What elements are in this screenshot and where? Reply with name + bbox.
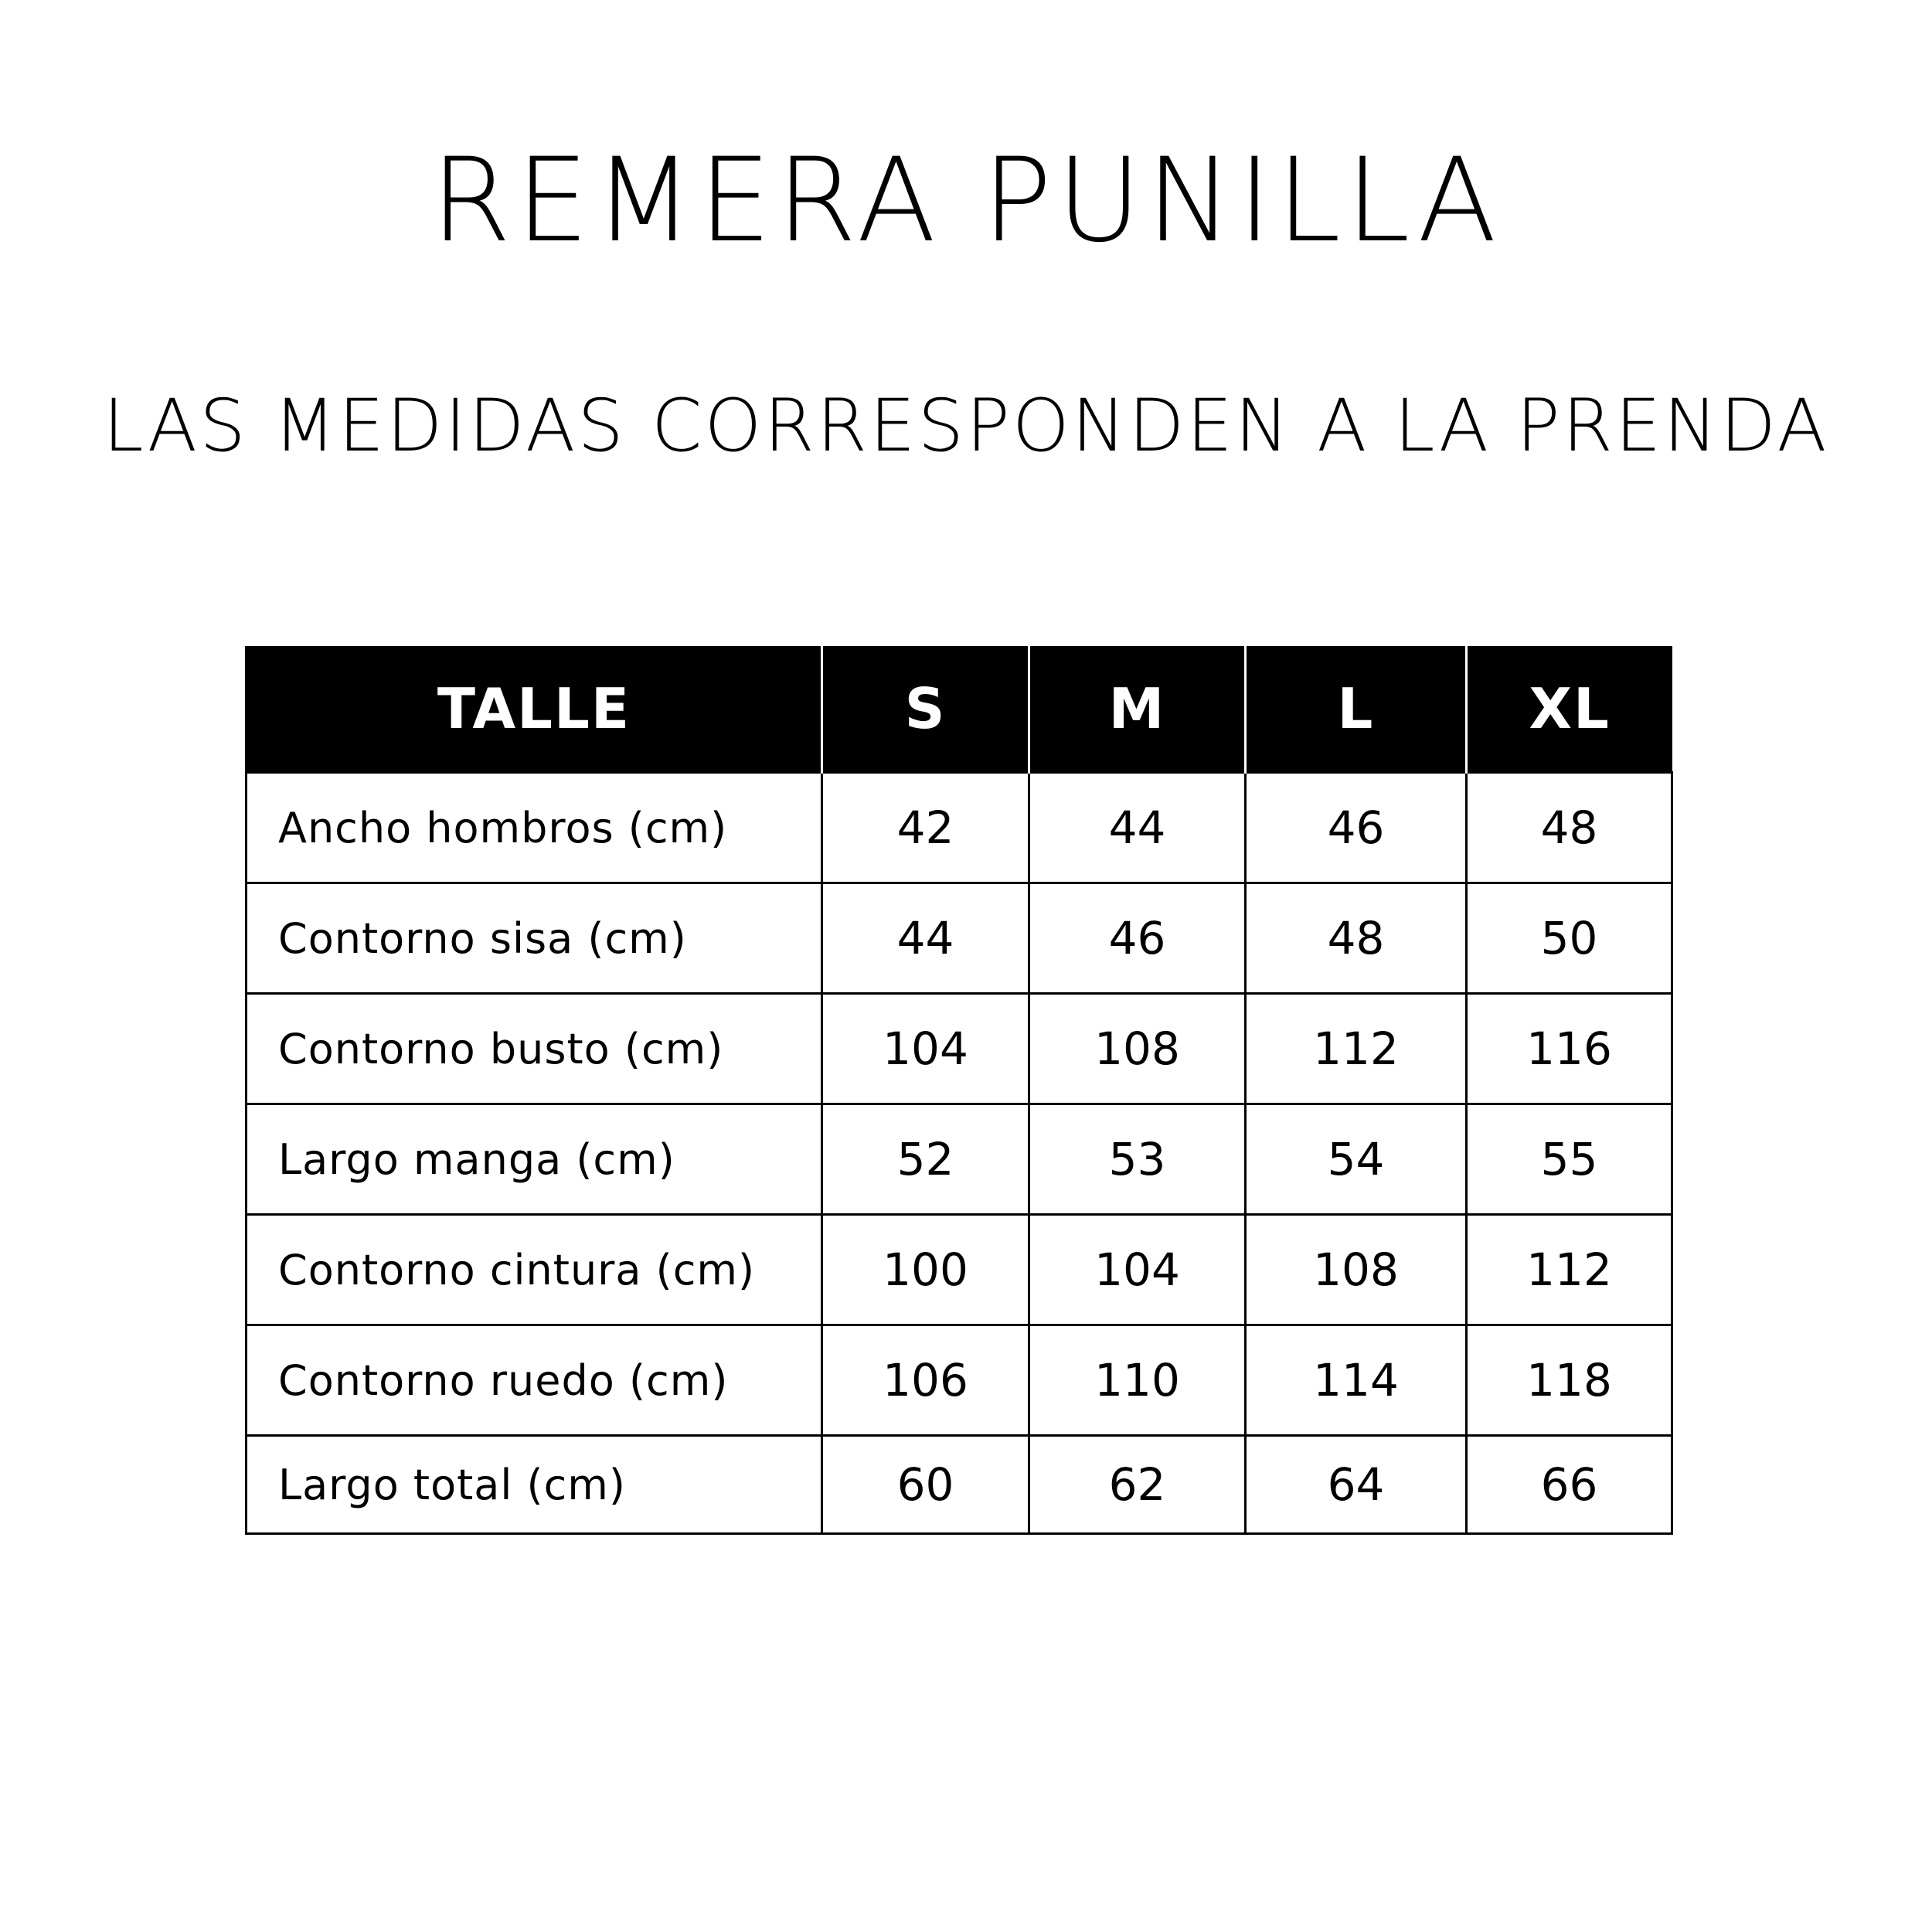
table-cell: 48 (1467, 773, 1672, 883)
header-cell-xl: XL (1467, 646, 1672, 773)
table-cell: 50 (1467, 883, 1672, 994)
table-cell: 52 (822, 1104, 1029, 1215)
table-cell: 62 (1029, 1436, 1246, 1534)
table-cell: 44 (822, 883, 1029, 994)
table-cell: 108 (1246, 1215, 1467, 1325)
table-cell: 54 (1246, 1104, 1467, 1215)
table-cell: 104 (822, 994, 1029, 1104)
size-table (245, 646, 1673, 1535)
row-label: Contorno busto (cm) (247, 994, 822, 1104)
table-row (247, 883, 1672, 994)
table-row (247, 994, 1672, 1104)
table-cell: 44 (1029, 773, 1246, 883)
table-cell: 60 (822, 1436, 1029, 1534)
table-cell: 64 (1246, 1436, 1467, 1534)
table-cell: 55 (1467, 1104, 1672, 1215)
header-cell-m: M (1029, 646, 1246, 773)
table-row (247, 1215, 1672, 1325)
table-cell: 46 (1029, 883, 1246, 994)
row-label: Largo total (cm) (247, 1436, 822, 1534)
table-cell: 112 (1246, 994, 1467, 1104)
table-cell: 110 (1029, 1325, 1246, 1436)
row-label: Contorno sisa (cm) (247, 883, 822, 994)
table-row (247, 1436, 1672, 1534)
table-cell: 106 (822, 1325, 1029, 1436)
table-cell: 48 (1246, 883, 1467, 994)
table-cell: 114 (1246, 1325, 1467, 1436)
table-cell: 108 (1029, 994, 1246, 1104)
table-row (247, 1325, 1672, 1436)
page-title: REMERA PUNILLA (430, 134, 1502, 268)
row-label: Ancho hombros (cm) (247, 773, 822, 883)
table-cell: 104 (1029, 1215, 1246, 1325)
size-table-header (247, 646, 1672, 773)
table-cell: 66 (1467, 1436, 1672, 1534)
size-table-body (247, 773, 1672, 1534)
table-row (247, 1104, 1672, 1215)
table-row (247, 773, 1672, 883)
header-row (247, 646, 1672, 773)
table-cell: 53 (1029, 1104, 1246, 1215)
header-cell-l: L (1246, 646, 1467, 773)
table-cell: 100 (822, 1215, 1029, 1325)
table-cell: 118 (1467, 1325, 1672, 1436)
header-cell-s: S (822, 646, 1029, 773)
table-cell: 116 (1467, 994, 1672, 1104)
row-label: Contorno cintura (cm) (247, 1215, 822, 1325)
table-cell: 42 (822, 773, 1029, 883)
row-label: Contorno ruedo (cm) (247, 1325, 822, 1436)
header-cell-talle: TALLE (247, 646, 822, 773)
table-cell: 46 (1246, 773, 1467, 883)
page-subtitle: LAS MEDIDAS CORRESPONDEN A LA PRENDA (103, 384, 1829, 468)
row-label: Largo manga (cm) (247, 1104, 822, 1215)
table-cell: 112 (1467, 1215, 1672, 1325)
